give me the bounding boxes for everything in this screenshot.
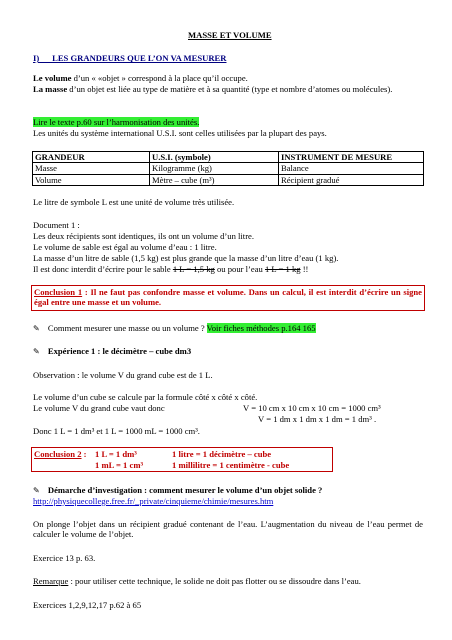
demarche-url-line — [33, 496, 273, 506]
table-cell: Balance — [279, 163, 424, 174]
struck-sable: 1 L = 1,5 kg — [172, 264, 215, 274]
demarche — [33, 485, 322, 496]
table-cell: Kilogramme (kg) — [150, 163, 279, 174]
table-header-cell: GRANDEUR — [33, 152, 150, 163]
plonge-paragraph: On plonge l’objet dans un récipient gradué contenant de l’eau. L’augmentation du niveau de l’eau permet de calculer le volume de l’objet. — [33, 519, 423, 540]
pencil-icon: ✎ — [33, 486, 40, 495]
conclusion1-text: : Il ne faut pas confondre masse et volume. Dans un calcul, il est interdit d’écrire un signe égal entre une masse et un volume. — [34, 287, 422, 308]
fiches-methodes-highlight: Voir fiches méthodes p.164 165 — [206, 323, 316, 333]
conclusion1-label: Conclusion 1 — [34, 287, 83, 297]
question1-text: Comment mesurer une masse ou un volume ? — [47, 323, 207, 333]
table-cell: Masse — [33, 163, 150, 174]
table-header-row — [33, 152, 424, 163]
experience1-text: Expérience 1 : le décimètre – cube dm3 — [47, 346, 192, 356]
document1-line — [33, 264, 308, 274]
masse-def-text: d’un objet est liée au type de matière et à sa quantité (type et nombre d’atomes ou molécules). — [67, 84, 393, 94]
calc-line: Le volume V du grand cube vaut donc — [33, 403, 165, 413]
conclusion2-eq: 1 millilitre = 1 centimètre - cube — [172, 460, 290, 470]
document1-line: La masse d’un litre de sable (1,5 kg) est plus grande que la masse d’un litre d’eau (1 kg). — [33, 253, 339, 263]
conclusion2-eq: 1 litre = 1 décimètre – cube — [172, 449, 272, 459]
experience1 — [33, 346, 191, 357]
remarque-label: Remarque — [33, 576, 69, 586]
exercice13: Exercice 13 p. 63. — [33, 553, 96, 563]
remarque — [33, 576, 361, 586]
calc-result: V = 10 cm x 10 cm x 10 cm = 1000 cm³ — [243, 403, 381, 413]
table-row — [33, 174, 424, 185]
interdit-text: ou pour l’eau — [214, 264, 265, 274]
exercices: Exercices 1,2,9,12,17 p.62 à 65 — [33, 600, 142, 610]
observation: Observation : le volume V du grand cube est de 1 L. — [33, 370, 213, 380]
question1 — [33, 323, 316, 334]
units-table — [32, 151, 424, 186]
document1-line: Les deux récipients sont identiques, ils ont un volume d’un litre. — [33, 231, 255, 241]
lire-line — [33, 117, 199, 127]
table-cell: Récipient gradué — [279, 174, 424, 185]
masse-term: La masse — [33, 84, 68, 94]
volume-def-text: d’un « «objet » correspond à la place qu’il occupe. — [71, 73, 248, 83]
demarche-link[interactable]: http://physiquecollege.free.fr/_private/cinquieme/chimie/mesures.htm — [33, 496, 274, 506]
calc-line: Le volume d’un cube se calcule par la formule côté x côté x côté. — [33, 392, 258, 402]
pencil-icon: ✎ — [33, 324, 40, 333]
pencil-icon: ✎ — [33, 347, 40, 356]
table-cell: Mètre – cube (m³) — [150, 174, 279, 185]
conclusion2-label: Conclusion 2 — [34, 449, 82, 459]
conclusion2-eq: 1 mL = 1 cm³ — [95, 460, 144, 470]
conclusion1 — [34, 287, 422, 308]
table-header-cell: INSTRUMENT DE MESURE — [279, 152, 424, 163]
struck-eau: 1 L = 1 kg — [264, 264, 301, 274]
litre-line: Le litre de symbole L est une unité de volume très utilisée. — [33, 197, 235, 207]
table-cell: Volume — [33, 174, 150, 185]
usi-line: Les unités du système international U.S.I. sont celles utilisées par la plupart des pays. — [33, 128, 327, 138]
page-title: MASSE ET VOLUME — [188, 30, 272, 40]
table-row — [33, 163, 424, 174]
conclusion2-eq: 1 L = 1 dm³ — [95, 449, 137, 459]
table-header-cell: U.S.I. (symbole) — [150, 152, 279, 163]
document1-line: Le volume de sable est égal au volume d’eau : 1 litre. — [33, 242, 217, 252]
lire-highlight: Lire le texte p.60 sur l’harmonisation des unités. — [33, 117, 200, 127]
volume-term: Le volume — [33, 73, 72, 83]
conclusion2-label-line — [34, 449, 87, 459]
conclusion2-colon: : — [81, 449, 87, 459]
interdit-text: !! — [300, 264, 309, 274]
document1-label: Document 1 : — [33, 220, 80, 230]
calc-line: Donc 1 L = 1 dm³ et 1 L = 1000 mL = 1000 cm³. — [33, 426, 200, 436]
section-heading: I) LES GRANDEURS QUE L’ON VA MESURER — [33, 53, 227, 63]
remarque-text: : pour utiliser cette technique, le solide ne doit pas flotter ou se dissoudre dans l’eau. — [68, 576, 361, 586]
masse-definition — [33, 84, 423, 94]
demarche-text: Démarche d’investigation : comment mesurer le volume d’un objet solide ? — [47, 485, 323, 495]
interdit-text: Il est donc interdit d’écrire pour le sable — [33, 264, 173, 274]
calc-result: V = 1 dm x 1 dm x 1 dm = 1 dm³ . — [258, 414, 377, 424]
volume-definition — [33, 73, 248, 83]
